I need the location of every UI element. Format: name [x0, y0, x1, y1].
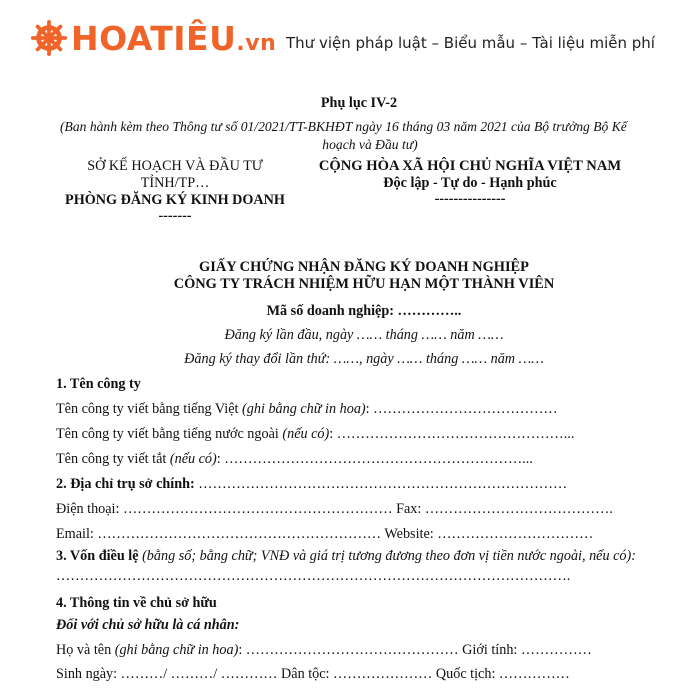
issued-note-line1: (Ban hành kèm theo Thông tư số 01/2021/TT-BKHĐT ngày 16 tháng 03 năm 2021 của Bộ trưởng Bộ Kế	[60, 119, 627, 134]
agency-office: PHÒNG ĐĂNG KÝ KINH DOANH	[65, 192, 285, 208]
company-name-vn-field: Tên công ty viết bằng tiếng Việt (ghi bằng chữ in hoa): …………………………………	[56, 401, 558, 417]
agency-province: TỈNH/TP…	[140, 175, 210, 191]
charter-capital-field: 3. Vốn điều lệ (bằng số; bằng chữ; VNĐ và giá trị tương đương theo đơn vị tiền nước ngoài, nếu có):	[56, 548, 636, 564]
nation-name: CỘNG HÒA XÃ HỘI CHỦ NGHĨA VIỆT NAM	[318, 158, 622, 174]
email-website-field: Email: …………………………………………………… Website: ……………………………	[56, 526, 594, 542]
issued-note-line2: hoạch và Đầu tư)	[322, 137, 418, 152]
motto-divider: ---------------	[434, 191, 506, 207]
site-header	[0, 0, 700, 80]
brand-name: HOATIÊU.vn	[71, 18, 277, 58]
agency-divider: -------	[158, 208, 192, 224]
section-4-title: 4. Thông tin về chủ sở hữu	[56, 595, 217, 611]
section-1-title: 1. Tên công ty	[56, 376, 141, 392]
phone-fax-field: Điện thoại: ………………………………………………… Fax: ………………………………….	[56, 501, 613, 517]
first-registration-date: Đăng ký lần đầu, ngày …… tháng …… năm ……	[224, 327, 504, 343]
company-name-abbr-field: Tên công ty viết tắt (nếu có): ………………………………………………………...	[56, 451, 533, 467]
certificate-title: GIẤY CHỨNG NHẬN ĐĂNG KÝ DOANH NGHIỆP	[199, 259, 529, 275]
head-office-address-field: 2. Địa chỉ trụ sở chính: ……………………………………………………………………	[56, 476, 568, 492]
ship-wheel-icon	[30, 19, 68, 57]
individual-owner-subtitle: Đối với chủ sở hữu là cá nhân:	[56, 617, 240, 633]
site-logo[interactable]	[30, 16, 276, 60]
owner-name-field: Họ và tên (ghi bằng chữ in hoa): ……………………………………… Giới tính: ……………	[56, 642, 592, 658]
agency-name: SỞ KẾ HOẠCH VÀ ĐẦU TƯ	[87, 158, 263, 174]
owner-dob-field: Sinh ngày: ………/ ………/ ………… Dân tộc: ………………… Quốc tịch: ……………	[56, 666, 570, 682]
change-registration-date: Đăng ký thay đổi lần thứ: ……, ngày …… tháng …… năm ……	[184, 351, 544, 367]
nation-motto: Độc lập - Tự do - Hạnh phúc	[383, 175, 557, 191]
charter-capital-dots: ……………………………………………………………………………………………….	[56, 568, 571, 584]
company-type-title: CÔNG TY TRÁCH NHIỆM HỮU HẠN MỘT THÀNH VIÊN	[173, 276, 555, 292]
enterprise-code: Mã số doanh nghiệp: …………..	[266, 303, 462, 319]
appendix-label: Phụ lục IV-2	[320, 95, 398, 111]
company-name-foreign-field: Tên công ty viết bằng tiếng nước ngoài (nếu có): …………………………………………...	[56, 426, 575, 442]
site-tagline: Thư viện pháp luật – Biểu mẫu – Tài liệu miễn phí	[286, 34, 655, 52]
